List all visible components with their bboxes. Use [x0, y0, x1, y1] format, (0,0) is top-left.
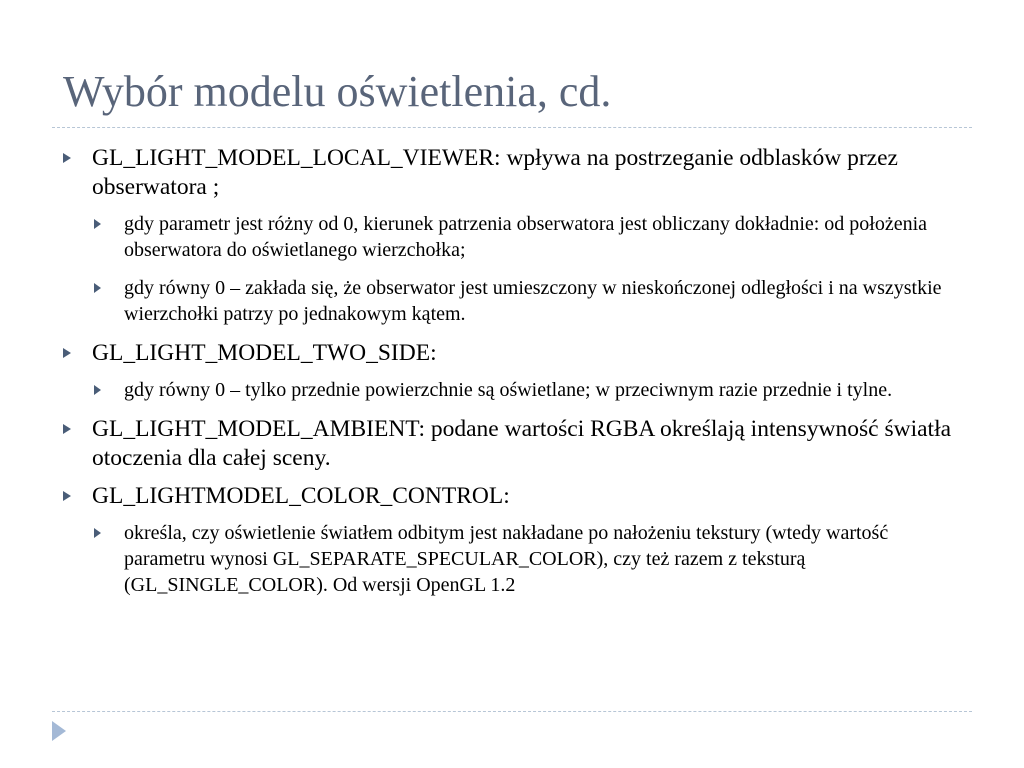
- title-divider: [52, 127, 972, 128]
- sub-bullet-item: [94, 520, 963, 598]
- bullet-item-local-viewer: [63, 144, 963, 202]
- bullet-text: GL_LIGHT_MODEL_AMBIENT: podane wartości RGBA określają intensywność światła otoczenia dla całej sceny.: [92, 416, 952, 471]
- triangle-bullet-icon: [63, 153, 71, 163]
- bullet-text: GL_LIGHT_MODEL_TWO_SIDE:: [92, 340, 437, 366]
- sub-bullet-text: gdy parametr jest różny od 0, kierunek patrzenia obserwatora jest obliczany dokładnie: od położenia obserwatora do oświetlanego wierzchołka;: [124, 213, 928, 261]
- next-slide-arrow-icon[interactable]: [52, 721, 66, 741]
- triangle-bullet-icon: [63, 348, 71, 358]
- bullet-item-color-control: [63, 482, 963, 511]
- sub-bullet-item: [94, 377, 963, 403]
- slide-title: Wybór modelu oświetlenia, cd.: [63, 67, 612, 116]
- sub-bullet-item: [94, 275, 963, 327]
- bullet-text: GL_LIGHT_MODEL_LOCAL_VIEWER: wpływa na postrzeganie odblasków przez obserwatora ;: [92, 145, 898, 200]
- footer-divider: [52, 711, 972, 712]
- bullet-text: GL_LIGHTMODEL_COLOR_CONTROL:: [92, 483, 510, 509]
- bullet-item-ambient: [63, 415, 963, 473]
- sub-bullet-text: gdy równy 0 – zakłada się, że obserwator jest umieszczony w nieskończonej odległości i na wszystkie wierzchołki patrzy po jednakowym kątem.: [124, 277, 942, 325]
- sub-bullet-text: określa, czy oświetlenie światłem odbitym jest nakładane po nałożeniu tekstury (wtedy wartość parametru wynosi GL_SEPARATE_SPECULAR_COLOR), czy też razem z teksturą (GL_SINGLE_COLOR). Od wersji OpenGL 1.2: [124, 522, 889, 596]
- triangle-bullet-icon: [63, 491, 71, 501]
- bullet-item-two-side: [63, 339, 963, 368]
- triangle-bullet-icon: [94, 528, 101, 538]
- triangle-bullet-icon: [94, 219, 101, 229]
- slide-content: [63, 144, 963, 610]
- sub-bullet-text: gdy równy 0 – tylko przednie powierzchnie są oświetlane; w przeciwnym razie przednie i tylne.: [124, 379, 893, 401]
- triangle-bullet-icon: [63, 424, 71, 434]
- triangle-bullet-icon: [94, 283, 101, 293]
- triangle-bullet-icon: [94, 385, 101, 395]
- sub-bullet-item: [94, 211, 963, 263]
